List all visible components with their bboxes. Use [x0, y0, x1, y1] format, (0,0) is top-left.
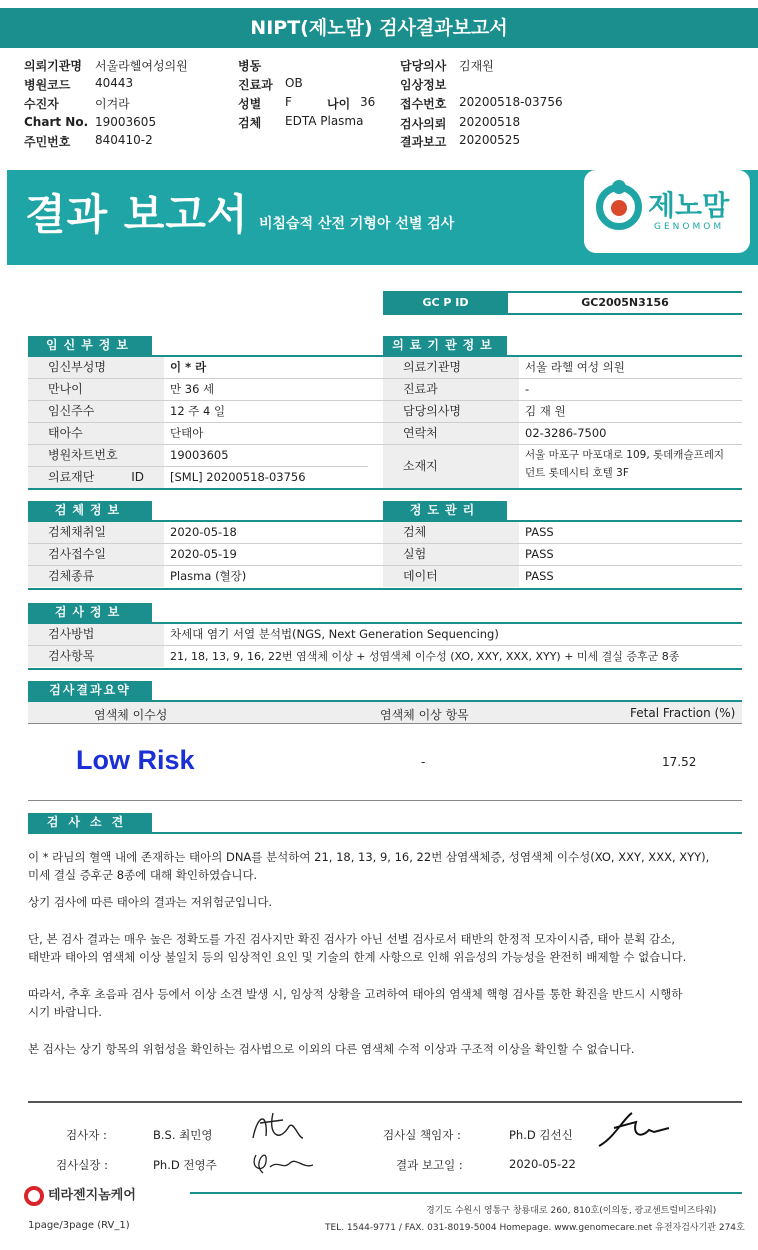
- specimen-value: Plasma (혈장): [170, 569, 247, 583]
- header-code: 병원코드: [24, 78, 71, 92]
- summary-col-aneuploidy: 염색체 이수성: [94, 708, 168, 722]
- summary-col-fetal-fraction: Fetal Fraction (%): [630, 706, 736, 720]
- specimen-label: 검체채취일: [28, 522, 164, 543]
- institution-value: 김 재 원: [525, 404, 566, 418]
- findings-paragraph-2: [28, 893, 742, 911]
- header-dept-value: OB: [285, 76, 303, 90]
- footer-rule: [190, 1192, 742, 1194]
- institution-label: 연락처: [383, 423, 519, 444]
- findings-line: 단, 본 검사 결과는 매우 높은 정확도를 가진 검사지만 확진 검사가 아닌 선별 검사로서 태반의 한정적 모자이시즘, 태아 분획 감소,: [28, 932, 675, 946]
- header-chart-value: 19003605: [95, 115, 157, 129]
- findings-paragraph-3: [28, 930, 742, 966]
- institution-value: 서울 라헬 여성 의원: [525, 360, 625, 374]
- header-ward: 병동: [238, 59, 262, 73]
- logo-eng: GENOMOM: [654, 222, 725, 232]
- header-report: 결과보고: [400, 135, 447, 149]
- header-inst: 의뢰기관명: [24, 59, 82, 73]
- pregnant-value: [SML] 20200518-03756: [170, 470, 306, 484]
- logo-core-icon: [611, 200, 627, 216]
- quality-value: PASS: [525, 569, 554, 583]
- pregnant-label: 병원차트번호: [28, 445, 164, 466]
- gc-value: GC2005N3156: [581, 296, 669, 309]
- company-name: 테라젠지놈케어: [48, 1188, 136, 1203]
- row-divider: [28, 466, 368, 467]
- gc-label: GC P ID: [383, 293, 508, 313]
- quality-label: 검체: [383, 522, 519, 543]
- terragen-logo: [24, 1184, 136, 1206]
- header-doctor: 담당의사: [400, 59, 447, 73]
- row-divider: [28, 422, 742, 423]
- logo-name: 제노맘: [648, 189, 730, 222]
- lead-value: Ph.D 김선신: [509, 1128, 573, 1142]
- summary-rule-bottom: [28, 800, 742, 801]
- pregnant-label: 의료재단 ID: [28, 467, 164, 488]
- findings-line: 따라서, 추후 초음파 검사 등에서 이상 소견 발생 시, 임상적 상황을 고려하여 태아의 염색체 핵형 검사를 통한 확진을 반드시 시행하: [28, 987, 683, 1001]
- header-receipt: 접수번호: [400, 97, 447, 111]
- findings-paragraph-4: [28, 985, 742, 1021]
- header-id-value: 840410-2: [95, 133, 153, 147]
- page-number: 1page/3page (RV_1): [28, 1220, 130, 1231]
- gc-rule-bottom: [383, 313, 742, 315]
- tester-signature-icon: [248, 1108, 308, 1148]
- header-id: 주민번호: [24, 135, 71, 149]
- banner-subtitle: 비침습적 산전 기형아 선별 검사: [259, 216, 455, 232]
- header-sex-value: F: [285, 95, 292, 109]
- test-rule-bottom: [28, 668, 742, 670]
- summary-header-divider: [28, 723, 742, 724]
- quality-value: PASS: [525, 547, 554, 561]
- footer-contact: TEL. 1544-9771 / FAX. 031-8019-5004 Homepage. www.genomecare.net 유전자검사기관 274호: [325, 1223, 745, 1233]
- pregnant-label: 만나이: [28, 379, 164, 400]
- header-dept: 진료과: [238, 78, 273, 92]
- header-age: 나이: [327, 97, 351, 111]
- header-request: 검사의뢰: [400, 117, 447, 131]
- tester-value: B.S. 최민영: [153, 1128, 213, 1142]
- institution-value: -: [525, 382, 530, 396]
- header-age-value: 36: [360, 95, 376, 109]
- row-divider: [28, 543, 742, 544]
- pregnant-value: 만 36 세: [170, 382, 215, 396]
- info-rule-bottom: [28, 488, 742, 490]
- institution-head: 의료기관정보: [383, 336, 507, 355]
- logo-dot-icon: [612, 180, 626, 194]
- findings-head: 검사소견: [28, 813, 152, 832]
- banner-title: 결과 보고서: [25, 190, 249, 239]
- test-head: 검사정보: [28, 603, 152, 622]
- findings-line: 이 * 라님의 혈액 내에 존재하는 태아의 DNA를 분석하여 21, 18, 13, 9, 16, 22번 삼염색체증, 성염색체 이수성(XO, XXY, XXX, XYY),: [28, 850, 710, 864]
- specimen-value: 2020-05-19: [170, 547, 237, 561]
- header-specimen: 검체: [238, 116, 262, 130]
- specimen-value: 2020-05-18: [170, 525, 237, 539]
- signature-rule: [28, 1101, 742, 1103]
- pregnant-label: 임신부성명: [28, 357, 164, 378]
- pregnant-value: 단태아: [170, 426, 204, 440]
- institution-label: 의료기관명: [383, 357, 519, 378]
- header-specimen-value: EDTA Plasma: [285, 114, 364, 128]
- institution-value: 02-3286-7500: [525, 426, 607, 440]
- header-sex: 성별: [238, 97, 262, 111]
- report-banner: [7, 170, 758, 265]
- report-date-label: 결과 보고일 :: [396, 1158, 463, 1172]
- findings-line: 상기 검사에 따른 태아의 결과는 저위험군입니다.: [28, 895, 273, 909]
- test-label: 검사방법: [28, 624, 164, 645]
- quality-label: 실험: [383, 544, 519, 565]
- chief-label: 검사실장 :: [56, 1158, 108, 1172]
- findings-line: 미세 결실 증후군 8종에 대해 확인하였습니다.: [28, 868, 258, 882]
- specimen-rule-bottom: [28, 588, 742, 590]
- findings-line: 태반과 태아의 염색체 이상 불일치 등의 임상적인 요인 및 기술의 한계 사항으로 인해 위음성의 가능성을 완전히 배제할 수 없습니다.: [28, 950, 687, 964]
- tester-label: 검사자 :: [66, 1128, 107, 1142]
- findings-paragraph-1: [28, 848, 742, 884]
- findings-line: 본 검사는 상기 항목의 위험성을 확인하는 검사법으로 이외의 다른 염색체 수적 이상과 구조적 이상을 확인할 수 없습니다.: [28, 1042, 635, 1056]
- institution-label: 진료과: [383, 379, 519, 400]
- test-label: 검사항목: [28, 646, 164, 667]
- institution-label: 담당의사명: [383, 401, 519, 422]
- institution-label: 소재지: [383, 445, 519, 488]
- quality-label: 데이터: [383, 566, 519, 587]
- row-divider: [28, 444, 742, 445]
- row-divider: [28, 378, 742, 379]
- header-receipt-value: 20200518-03756: [459, 95, 563, 109]
- header-clinical: 임상정보: [400, 78, 447, 92]
- summary-col-abnormal: 염색체 이상 항목: [380, 708, 469, 722]
- row-divider: [28, 400, 742, 401]
- findings-line: 시기 바랍니다.: [28, 1005, 102, 1019]
- fetal-fraction-value: 17.52: [662, 755, 697, 769]
- specimen-label: 검체종류: [28, 566, 164, 587]
- quality-value: PASS: [525, 525, 554, 539]
- header-chart: Chart No.: [24, 115, 89, 129]
- quality-head: 정도관리: [383, 501, 507, 520]
- header-patient: 수진자: [24, 97, 59, 111]
- header-doctor-value: 김재원: [459, 59, 494, 73]
- findings-rule: [28, 832, 742, 834]
- genomom-logo: [584, 170, 750, 253]
- risk-result: Low Risk: [76, 745, 195, 775]
- institution-value: 서울 마포구 마포대로 109, 롯데캐슬프레지: [525, 449, 725, 461]
- terragen-g-icon: [24, 1186, 44, 1206]
- specimen-head: 검체정보: [28, 501, 152, 520]
- test-value: 21, 18, 13, 9, 16, 22번 염색체 이상 + 성염색체 이수성 (XO, XXY, XXX, XYY) + 미세 결실 증후군 8종: [170, 650, 680, 663]
- institution-value: 던트 롯데시티 호텔 3F: [525, 467, 629, 479]
- chief-signature-icon: [248, 1145, 318, 1180]
- lead-label: 검사실 책임자 :: [383, 1128, 461, 1142]
- row-divider: [28, 565, 742, 566]
- pregnant-value: 이 * 라: [170, 360, 207, 374]
- header-report-value: 20200525: [459, 133, 521, 147]
- abnormal-value: -: [421, 755, 426, 769]
- pregnant-head: 임신부정보: [28, 336, 152, 355]
- footer-address: 경기도 수원시 영통구 창룡대로 260, 810호(이의동, 광교센트럴비즈타워): [426, 1206, 717, 1216]
- header-patient-value: 이겨라: [95, 97, 130, 111]
- header-code-value: 40443: [95, 76, 134, 90]
- pregnant-label: 태아수: [28, 423, 164, 444]
- chief-value: Ph.D 전영주: [153, 1158, 217, 1172]
- header-request-value: 20200518: [459, 115, 521, 129]
- header-inst-value: 서울라헬여성의원: [95, 59, 188, 73]
- lead-signature-icon: [594, 1108, 674, 1153]
- pregnant-value: 19003605: [170, 448, 229, 462]
- pregnant-label: 임신주수: [28, 401, 164, 422]
- specimen-label: 검사접수일: [28, 544, 164, 565]
- report-title: NIPT(제노맘) 검사결과보고서: [0, 8, 758, 48]
- report-date-value: 2020-05-22: [509, 1157, 576, 1171]
- summary-head: 검사결과요약: [28, 681, 152, 700]
- pregnant-value: 12 주 4 일: [170, 404, 226, 418]
- findings-paragraph-5: [28, 1040, 742, 1058]
- test-value: 차세대 염기 서열 분석법(NGS, Next Generation Sequencing): [170, 627, 499, 641]
